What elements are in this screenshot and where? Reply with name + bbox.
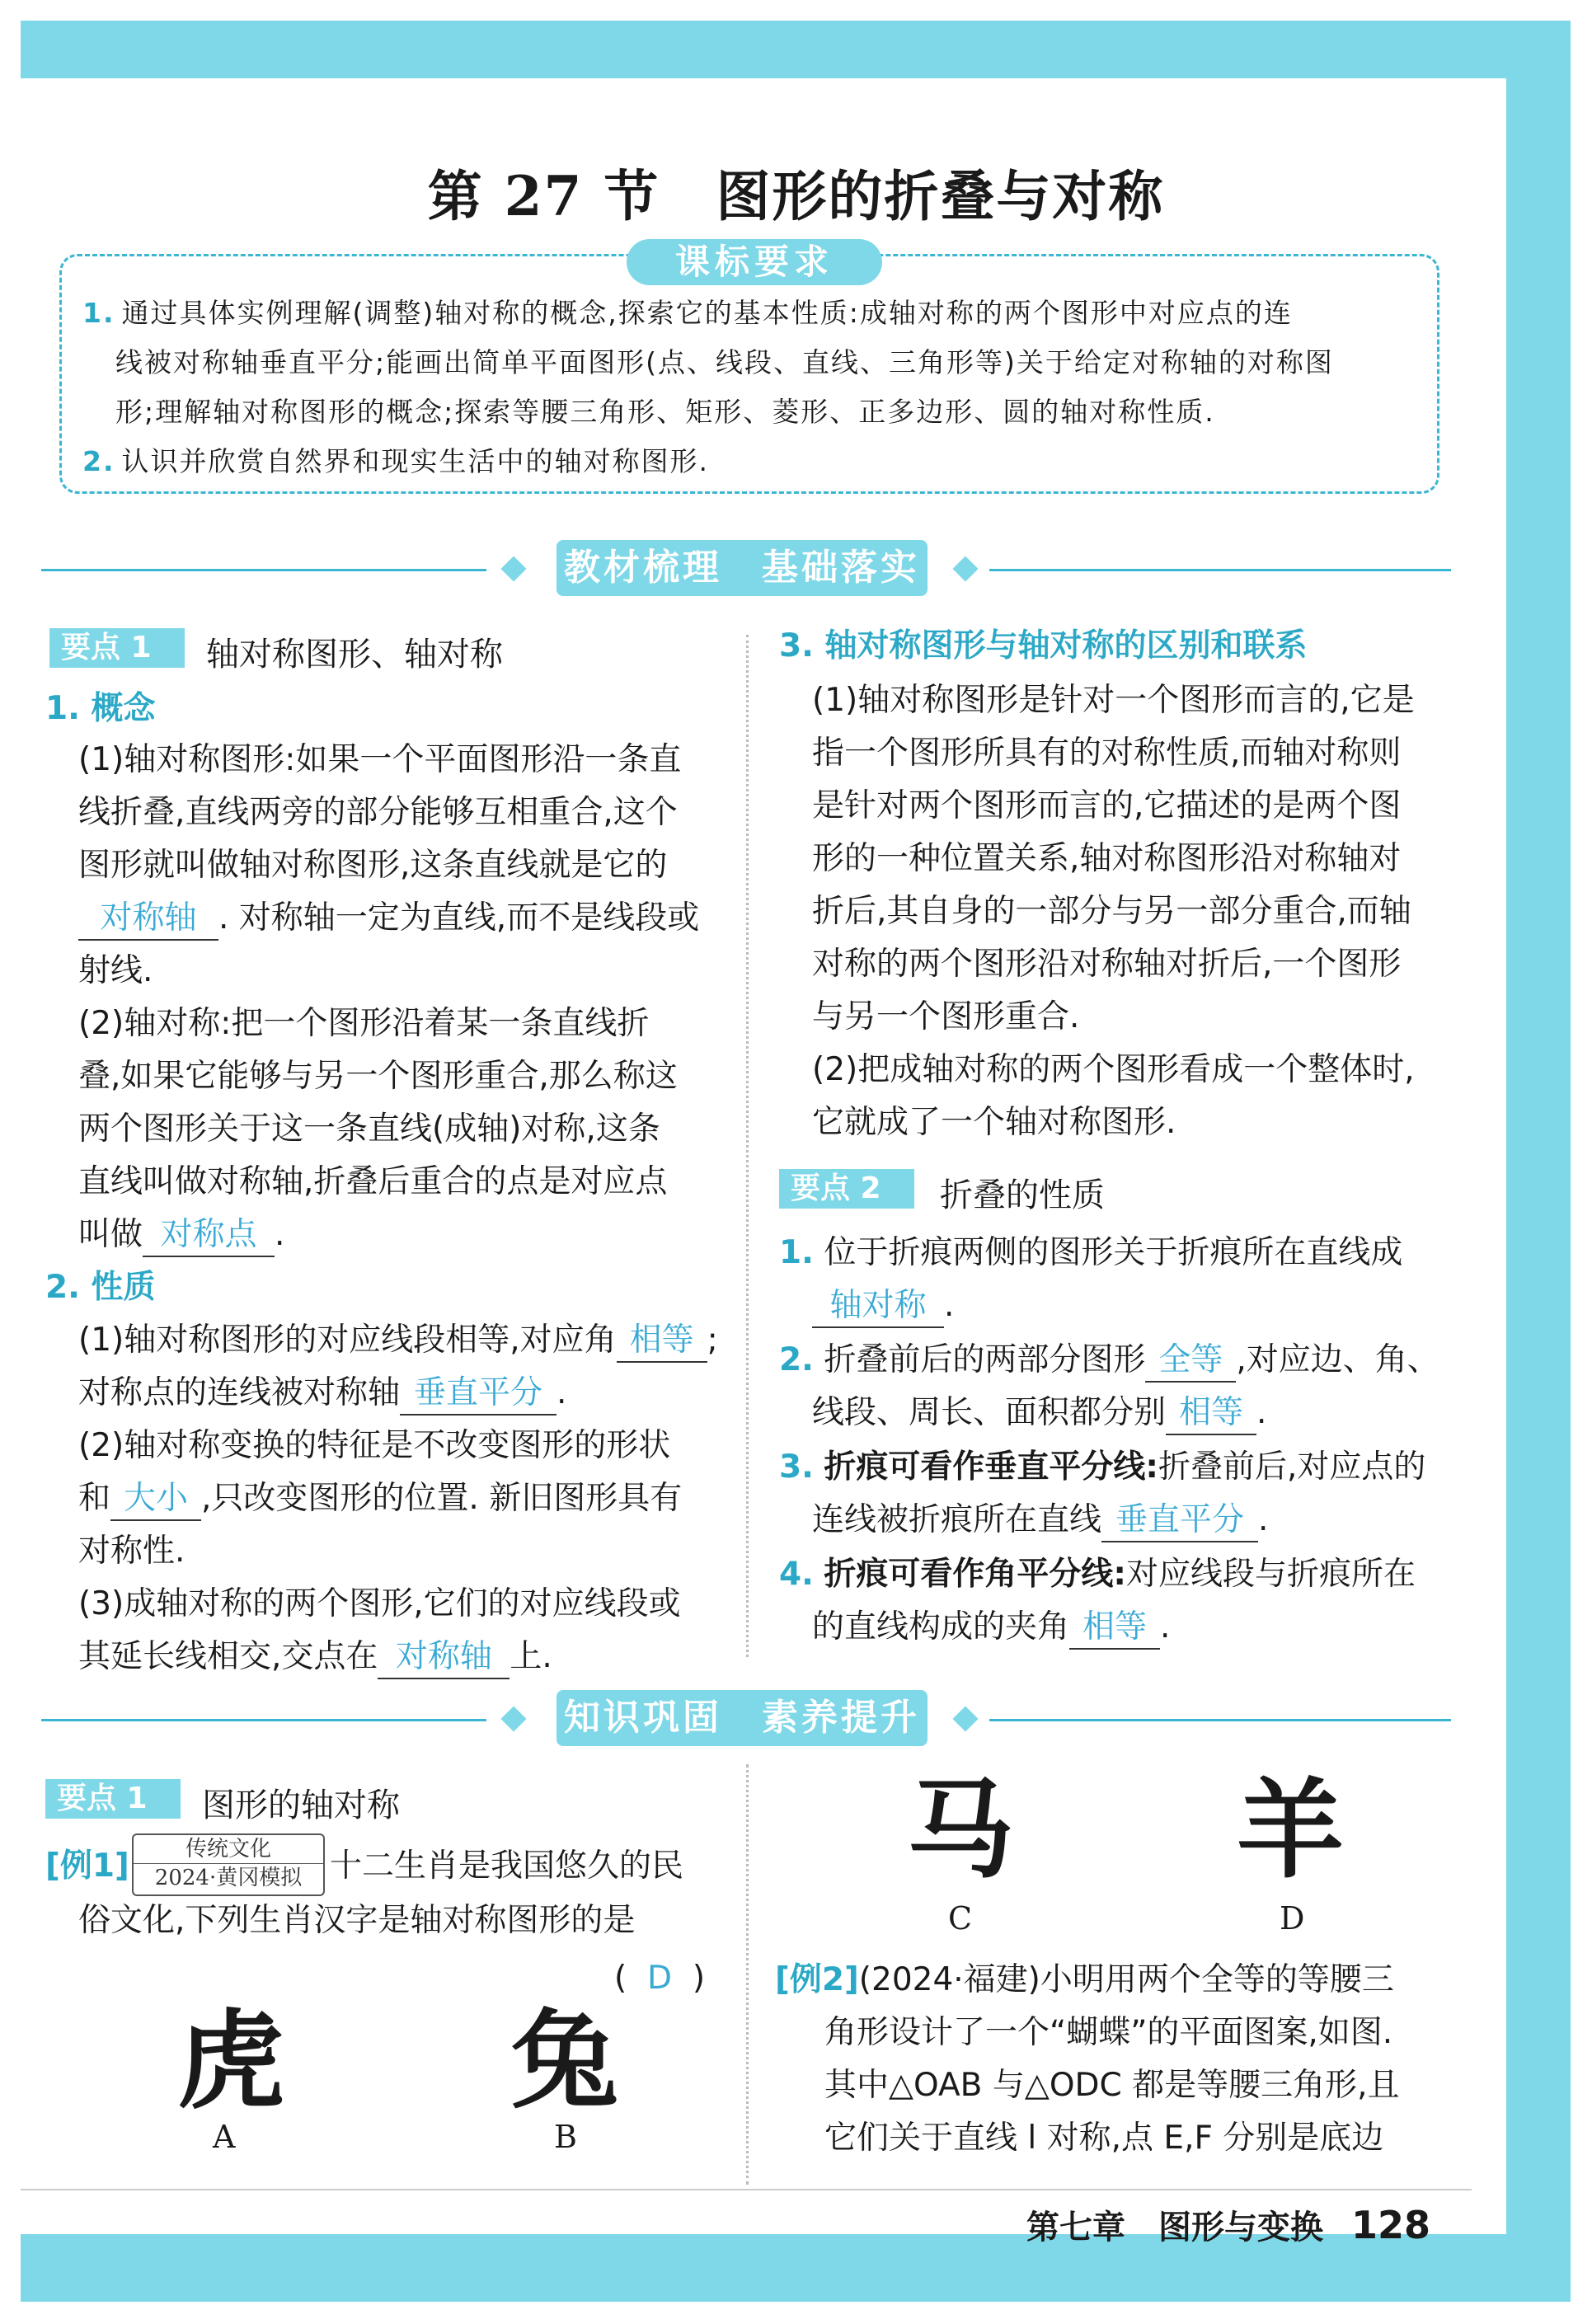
answer-blank: 轴对称	[812, 1285, 944, 1328]
text-line: 其延长线相交,交点在 对称轴 上.	[78, 1631, 552, 1683]
banner-rule-right	[989, 1719, 1451, 1721]
banner-rule-left	[41, 569, 486, 571]
text-line: 图形就叫做轴对称图形,这条直线就是它的	[78, 847, 668, 884]
text-line: 线折叠,直线两旁的部分能够互相重合,这个	[78, 794, 678, 831]
text-line: 俗文化,下列生肖汉字是轴对称图形的是	[78, 1902, 636, 1939]
text-line: (2)把成轴对称的两个图形看成一个整体时,	[812, 1051, 1415, 1088]
text-line: (2)轴对称:把一个图形沿着某一条直线折	[78, 1005, 650, 1042]
right-color-band	[1506, 21, 1571, 2247]
text-line: 射线.	[78, 952, 153, 989]
column-divider	[746, 1764, 749, 2185]
subheading-difference: 3. 轴对称图形与轴对称的区别和联系	[779, 627, 1308, 664]
zodiac-glyph-horse: 马	[907, 1767, 1015, 1893]
key-point-tag: 要点 1	[49, 628, 185, 668]
text-line: 对称轴 . 对称轴一定为直线,而不是线段或	[78, 892, 699, 945]
section-banner-basics: 教材梳理 基础落实	[556, 540, 927, 596]
source-stamp	[132, 1833, 325, 1896]
text-line: 与另一个图形重合.	[812, 998, 1080, 1035]
text-line: (1)轴对称图形:如果一个平面图形沿一条直	[78, 741, 682, 778]
option-label: C	[948, 1900, 973, 1937]
option-label: B	[554, 2119, 577, 2155]
zodiac-glyph-sheep: 羊	[1237, 1767, 1345, 1893]
requirement-line: 2. 认识并欣赏自然界和现实生活中的轴对称图形.	[82, 445, 709, 477]
stamp-top-text: 传统文化	[185, 1837, 271, 1862]
answer-choice: D	[647, 1960, 673, 1997]
text-line: [例2](2024·福建)小明用两个全等的等腰三	[775, 1961, 1394, 1998]
text-line: 两个图形关于这一条直线(成轴)对称,这条	[78, 1110, 660, 1148]
answer-blank: 垂直平分	[1101, 1500, 1258, 1542]
answer-parentheses: ( D )	[614, 1960, 706, 1997]
key-point-tag: 要点 1	[45, 1779, 181, 1819]
key-point-title: 图形的轴对称	[202, 1786, 400, 1824]
text-line: 是针对两个图形而言的,它描述的是两个图	[812, 787, 1402, 824]
answer-blank: 大小	[110, 1478, 201, 1521]
option-label: A	[213, 2119, 236, 2155]
answer-blank: 对称点	[143, 1214, 275, 1257]
text-line: (2)轴对称变换的特征是不改变图形的形状	[78, 1427, 671, 1464]
example-tag: [例1]	[45, 1847, 129, 1885]
text-line: (1)轴对称图形的对应线段相等,对应角 相等 ;	[78, 1314, 718, 1367]
text-line: 叠,如果它能够与另一个图形重合,那么称这	[78, 1058, 678, 1095]
key-point-title: 轴对称图形、轴对称	[206, 636, 503, 674]
text-line: 它就成了一个轴对称图形.	[812, 1104, 1176, 1141]
zodiac-glyph-tiger: 虎	[177, 1998, 285, 2124]
text-line: 3. 折痕可看作垂直平分线:折叠前后,对应点的	[779, 1448, 1426, 1486]
text-line: (1)轴对称图形是针对一个图形而言的,它是	[812, 682, 1415, 719]
zodiac-glyph-rabbit: 兔	[511, 1998, 619, 2124]
chapter-name: 第七章 图形与变换	[1026, 2209, 1323, 2247]
requirement-line: 线被对称轴垂直平分;能画出简单平面图形(点、线段、直线、三角形等)关于给定对称轴的对称图	[115, 346, 1334, 378]
answer-blank: 全等	[1145, 1340, 1236, 1383]
section-title: 第 27 节 图形的折叠与对称	[427, 164, 1165, 228]
text-line: 十二生肖是我国悠久的民	[330, 1847, 684, 1885]
text-line: (3)成轴对称的两个图形,它们的对应线段或	[78, 1585, 681, 1622]
requirements-tag: 课标要求	[627, 239, 882, 285]
key-point-title: 折叠的性质	[940, 1176, 1105, 1214]
top-color-band	[21, 21, 1571, 85]
key-point-tag: 要点 2	[779, 1169, 914, 1209]
text-line: 轴对称 .	[812, 1279, 954, 1332]
text-line: 连线被折痕所在直线 垂直平分 .	[812, 1494, 1268, 1547]
text-line: 4. 折痕可看作角平分线:对应线段与折痕所在	[779, 1556, 1416, 1593]
banner-rule-right	[989, 569, 1451, 571]
page-footer	[1026, 2201, 1430, 2248]
option-label: D	[1280, 1900, 1305, 1937]
answer-blank: 对称轴	[78, 898, 218, 941]
text-line: 对称点的连线被对称轴 垂直平分 .	[78, 1367, 566, 1420]
answer-blank: 相等	[1069, 1607, 1160, 1650]
subheading-concept: 1. 概念	[45, 690, 156, 727]
text-line: 对称性.	[78, 1533, 185, 1570]
answer-blank: 垂直平分	[400, 1373, 556, 1416]
stamp-bottom-text: 2024·黄冈模拟	[134, 1863, 323, 1892]
text-line: 的直线构成的夹角 相等 .	[812, 1601, 1170, 1654]
column-divider	[746, 635, 749, 1657]
text-line: 线段、周长、面积都分别 相等 .	[812, 1387, 1266, 1439]
text-line: 对称的两个图形沿对称轴对折后,一个图形	[812, 946, 1402, 983]
text-line: 和 大小 ,只改变图形的位置. 新旧图形具有	[78, 1472, 682, 1525]
text-line: 折后,其自身的一部分与另一部分重合,而轴	[812, 893, 1411, 930]
text-line: 直线叫做对称轴,折叠后重合的点是对应点	[78, 1163, 668, 1200]
text-line: 其中△OAB 与△ODC 都是等腰三角形,且	[824, 2067, 1400, 2104]
text-line: 2. 折叠前后的两部分图形 全等 ,对应边、角、	[779, 1334, 1439, 1387]
text-line: 指一个图形所具有的对称性质,而轴对称则	[812, 735, 1402, 772]
text-line: 形的一种位置关系,轴对称图形沿对称轴对	[812, 840, 1402, 877]
subheading-properties: 2. 性质	[45, 1269, 156, 1306]
requirement-line: 形;理解轴对称图形的概念;探索等腰三角形、矩形、菱形、正多边形、圆的轴对称性质.	[115, 396, 1215, 428]
answer-blank: 相等	[617, 1320, 707, 1363]
banner-rule-left	[41, 1719, 486, 1721]
page-number: 128	[1350, 2203, 1430, 2247]
text-line: 它们关于直线 l 对称,点 E,F 分别是底边	[824, 2120, 1384, 2157]
answer-blank: 相等	[1166, 1392, 1256, 1435]
text-line: 角形设计了一个“蝴蝶”的平面图案,如图.	[824, 2014, 1393, 2051]
footer-rule	[21, 2189, 1472, 2190]
text-line: 叫做 对称点 .	[78, 1209, 284, 1261]
section-banner-consolidate: 知识巩固 素养提升	[556, 1690, 927, 1746]
answer-blank: 对称轴	[378, 1636, 510, 1679]
text-line: 1. 位于折痕两侧的图形关于折痕所在直线成	[779, 1234, 1403, 1271]
requirement-line: 1. 通过具体实例理解(调整)轴对称的概念,探索它的基本性质:成轴对称的两个图形中对应点的连	[82, 297, 1293, 329]
